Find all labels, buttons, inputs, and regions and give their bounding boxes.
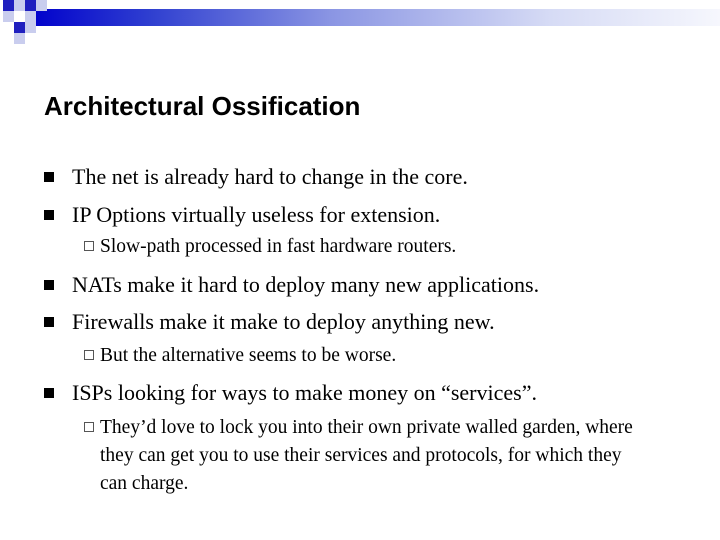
bullet-square-icon bbox=[44, 210, 54, 220]
decor-square bbox=[25, 22, 36, 33]
sub-bullet-text: They’d love to lock you into their own private walled garden, where they can get you to use their services and protocols, for which they can charge. bbox=[100, 417, 633, 494]
decor-square bbox=[14, 0, 25, 11]
bullet-square-icon bbox=[44, 172, 54, 182]
bullet-text: Firewalls make it make to deploy anything new. bbox=[72, 309, 495, 334]
header-decoration bbox=[0, 0, 720, 52]
decor-square bbox=[3, 0, 14, 11]
bullet-text: NATs make it hard to deploy many new applications. bbox=[72, 272, 540, 297]
bullet-text: IP Options virtually useless for extension. bbox=[72, 202, 441, 227]
decor-square bbox=[25, 0, 36, 11]
bullet-text: The net is already hard to change in the core. bbox=[72, 164, 468, 189]
decor-square bbox=[3, 11, 14, 22]
bullet-square-icon bbox=[44, 388, 54, 398]
bullet-square-icon bbox=[44, 317, 54, 327]
decor-square bbox=[25, 11, 36, 22]
bullet-text: ISPs looking for ways to make money on “services”. bbox=[72, 380, 537, 405]
sub-bullet-text: But the alternative seems to be worse. bbox=[100, 345, 397, 366]
decor-square bbox=[14, 22, 25, 33]
hollow-square-icon bbox=[84, 350, 94, 360]
slide-title: Architectural Ossification bbox=[44, 91, 361, 121]
decor-square bbox=[36, 0, 47, 11]
decor-square bbox=[14, 33, 25, 44]
sub-bullet-text: Slow-path processed in fast hardware routers. bbox=[100, 236, 457, 257]
header-gradient-strip bbox=[30, 9, 720, 26]
bullet-square-icon bbox=[44, 280, 54, 290]
hollow-square-icon bbox=[84, 422, 94, 432]
hollow-square-icon bbox=[84, 241, 94, 251]
decor-square bbox=[14, 11, 25, 22]
